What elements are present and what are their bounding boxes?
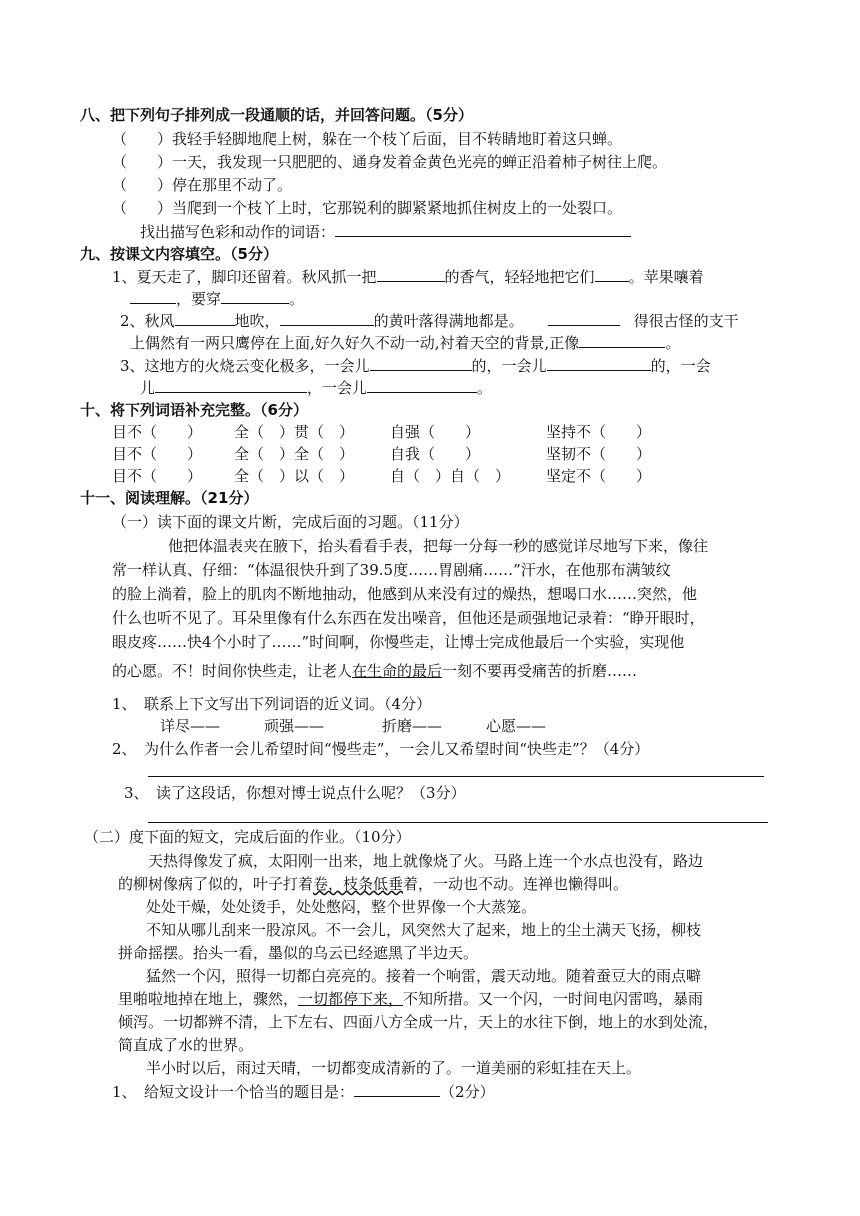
text: 的黄叶落得满地都是。 xyxy=(373,312,524,330)
answer-blank[interactable] xyxy=(354,1080,440,1097)
text: 1、夏天走了，脚印还留着。秋风抓一把 xyxy=(112,268,377,286)
answer-blank[interactable] xyxy=(370,354,472,371)
underlined-phrase: 在生命的最后 xyxy=(352,662,443,680)
passage-2-question-1 xyxy=(112,1080,495,1103)
word-cell: 顽强—— xyxy=(264,717,325,735)
passage-2-line: 简直成了水的世界。 xyxy=(118,1036,254,1054)
text: 2、秋风 xyxy=(120,312,175,330)
answer-blank[interactable] xyxy=(155,376,307,393)
answer-blank[interactable] xyxy=(547,354,651,371)
answer-blank[interactable] xyxy=(175,309,235,326)
word-cell: 自我（ ） xyxy=(390,445,481,463)
word-cell: 坚韧不（ ） xyxy=(546,445,652,463)
answer-line[interactable] xyxy=(148,822,768,823)
passage-1-title: （一）读下面的课文片断，完成后面的习题。（11分） xyxy=(112,513,469,531)
s10-row-1 xyxy=(112,421,651,443)
s9-line-3 xyxy=(120,354,711,377)
text: 里啪啦地掉在地上，骤然， xyxy=(118,990,299,1008)
answer-blank[interactable] xyxy=(221,287,289,304)
s8-item-4: （ ）当爬到一个枝丫上时，它那锐利的脚紧紧地抓住树皮上的一处裂口。 xyxy=(112,199,623,217)
question-1: 1、 联系上下文写出下列词语的近义词。（4分） xyxy=(112,695,432,713)
passage-1-line: 常一样认真、仔细：“体温很快升到了39.5度……胃剧痛……”汗水，在他那布满皱纹 xyxy=(112,561,671,579)
word-cell: 折磨—— xyxy=(382,717,443,735)
word-cell: 目不（ ） xyxy=(112,423,203,441)
s9-line-3b xyxy=(140,376,492,399)
text: 。 xyxy=(665,334,681,352)
text: 的心愿。不！时间你快些走，让老人 xyxy=(112,662,353,680)
text: 的柳树像病了似的，叶子打着 xyxy=(118,875,314,893)
underlined-phrase: 卷，枝条低垂 xyxy=(313,875,404,893)
text: 一刻不要再受痛苦的折磨…… xyxy=(442,662,638,680)
word-cell: 目不（ ） xyxy=(112,467,203,485)
text: 。 xyxy=(289,290,305,308)
word-cell: 全（ ）全（ ） xyxy=(234,445,355,463)
text: 1、 给短文设计一个恰当的题目是： xyxy=(112,1083,355,1101)
s10-row-3 xyxy=(112,465,651,487)
answer-blank[interactable] xyxy=(280,309,374,326)
answer-blank[interactable] xyxy=(548,309,620,326)
answer-blank[interactable] xyxy=(377,265,445,282)
word-cell: 自强（ ） xyxy=(390,423,481,441)
text: 得很古怪的支干 xyxy=(633,312,739,330)
word-cell: 全（ ）以（ ） xyxy=(234,467,355,485)
passage-1-line xyxy=(112,660,637,682)
passage-2-line: 拼命摇摆。抬头一看，墨似的乌云已经遮黑了半边天。 xyxy=(118,944,479,962)
passage-2-line: 猛然一个闪，照得一切都白亮亮的。接着一个响雷，震天动地。随着蚕豆大的雨点噼 xyxy=(146,967,702,985)
answer-blank[interactable] xyxy=(579,331,665,348)
s8-question xyxy=(140,220,631,243)
answer-line[interactable] xyxy=(148,776,764,777)
answer-blank[interactable] xyxy=(595,265,629,282)
text: 地吹， xyxy=(234,312,280,330)
s8-item-2: （ ）一天，我发现一只肥肥的、通身发着金黄色光亮的蝉正沿着柿子树往上爬。 xyxy=(112,153,668,171)
section-10-title: 十、将下列词语补充完整。（6分） xyxy=(80,401,308,419)
section-11-title: 十一、阅读理解。（21分） xyxy=(80,489,259,507)
text: 。苹果嚷着 xyxy=(628,268,704,286)
text: 的，一会 xyxy=(650,357,711,375)
passage-2-line: 半小时以后，雨过天晴，一切都变成清新的了。一道美丽的彩虹挂在天上。 xyxy=(146,1059,642,1077)
word-cell: 坚持不（ ） xyxy=(546,423,652,441)
word-cell: 自（ ）自（ ） xyxy=(390,467,511,485)
answer-blank[interactable] xyxy=(335,220,631,237)
passage-2-line xyxy=(118,988,703,1010)
text: ，一会儿 xyxy=(307,379,368,397)
s9-line-2b xyxy=(130,331,680,354)
text: 着，一动也不动。连禅也懒得叫。 xyxy=(403,875,629,893)
passage-1-line: 什么也听不见了。耳朵里像有什么东西在发出噪音，但他还是顽强地记录着：“睁开眼时， xyxy=(112,609,705,627)
question-3: 3、 读了这段话，你想对博士说点什么呢？（3分） xyxy=(124,784,466,802)
word-cell: 坚定不（ ） xyxy=(546,467,652,485)
s9-line-1 xyxy=(112,265,704,288)
text: 儿 xyxy=(140,379,156,397)
passage-2-line: 处处干燥，处处烫手，处处憋闷，整个世界像一个大蒸笼。 xyxy=(146,898,537,916)
passage-1-line: 他把体温表夹在腋下，抬头看看手表，把每一分每一秒的感觉详尽地写下来，像往 xyxy=(168,537,709,555)
passage-2-line xyxy=(118,873,628,895)
s8-item-1: （ ）我轻手轻脚地爬上树，躲在一个枝丫后面，目不转睛地盯着这只蝉。 xyxy=(112,130,623,148)
question-2: 2、 为什么作者一会儿希望时间“慢些走”，一会儿又希望时间“快些走”？（4分） xyxy=(112,740,650,758)
section-9-title: 九、按课文内容填空。（5分） xyxy=(80,245,278,263)
text: 3、这地方的火烧云变化极多，一会儿 xyxy=(120,357,370,375)
passage-2-line: 天热得像发了疯，太阳刚一出来，地上就像烧了火。马路上连一个水点也没有，路边 xyxy=(148,852,704,870)
text: 不知所措。又一个闪，一时间电闪雷鸣，暴雨 xyxy=(403,990,704,1008)
word-cell: 全（ ）贯（ ） xyxy=(234,423,355,441)
s8-question-text: 找出描写色彩和动作的词语： xyxy=(140,223,336,241)
question-1-words xyxy=(160,715,546,737)
passage-1-line: 的脸上淌着，脸上的肌肉不断地抽动，他感到从来没有过的燥热，想喝口水……突然，他 xyxy=(112,585,698,603)
section-8-title: 八、把下列句子排列成一段通顺的话，并回答问题。（5分） xyxy=(80,106,473,124)
s9-line-2 xyxy=(120,309,739,332)
word-cell: 心愿—— xyxy=(486,717,547,735)
text: 。 xyxy=(477,379,493,397)
passage-2-title: （二）度下面的短文，完成后面的作业。（10分） xyxy=(84,828,411,846)
text: 上偶然有一两只鹰停在上面,好久好久不动一动,衬着天空的背景,正像 xyxy=(130,334,580,352)
text: 的，一会儿 xyxy=(471,357,547,375)
answer-blank[interactable] xyxy=(130,287,176,304)
passage-2-line: 不知从哪儿刮来一股凉风。不一会儿，风突然大了起来，地上的尘土满天飞扬，柳枝 xyxy=(146,921,702,939)
underlined-phrase: 一切都停下来， xyxy=(298,990,404,1008)
word-cell: 详尽—— xyxy=(160,717,221,735)
text: ，要穿 xyxy=(176,290,222,308)
s8-item-3: （ ）停在那里不动了。 xyxy=(112,176,293,194)
passage-1-line: 眼皮疼……快4个小时了……”时间啊，你慢些走，让博士完成他最后一个实验，实现他 xyxy=(112,633,685,651)
passage-2-line: 倾泻。一切都辨不清，上下左右、四面八方全成一片，天上的水往下倒，地上的水到处流， xyxy=(118,1013,719,1031)
s9-line-1b xyxy=(130,287,304,310)
text: （2分） xyxy=(440,1083,495,1101)
word-cell: 目不（ ） xyxy=(112,445,203,463)
text: 的香气，轻轻地把它们 xyxy=(444,268,595,286)
answer-blank[interactable] xyxy=(367,376,477,393)
s10-row-2 xyxy=(112,443,651,465)
